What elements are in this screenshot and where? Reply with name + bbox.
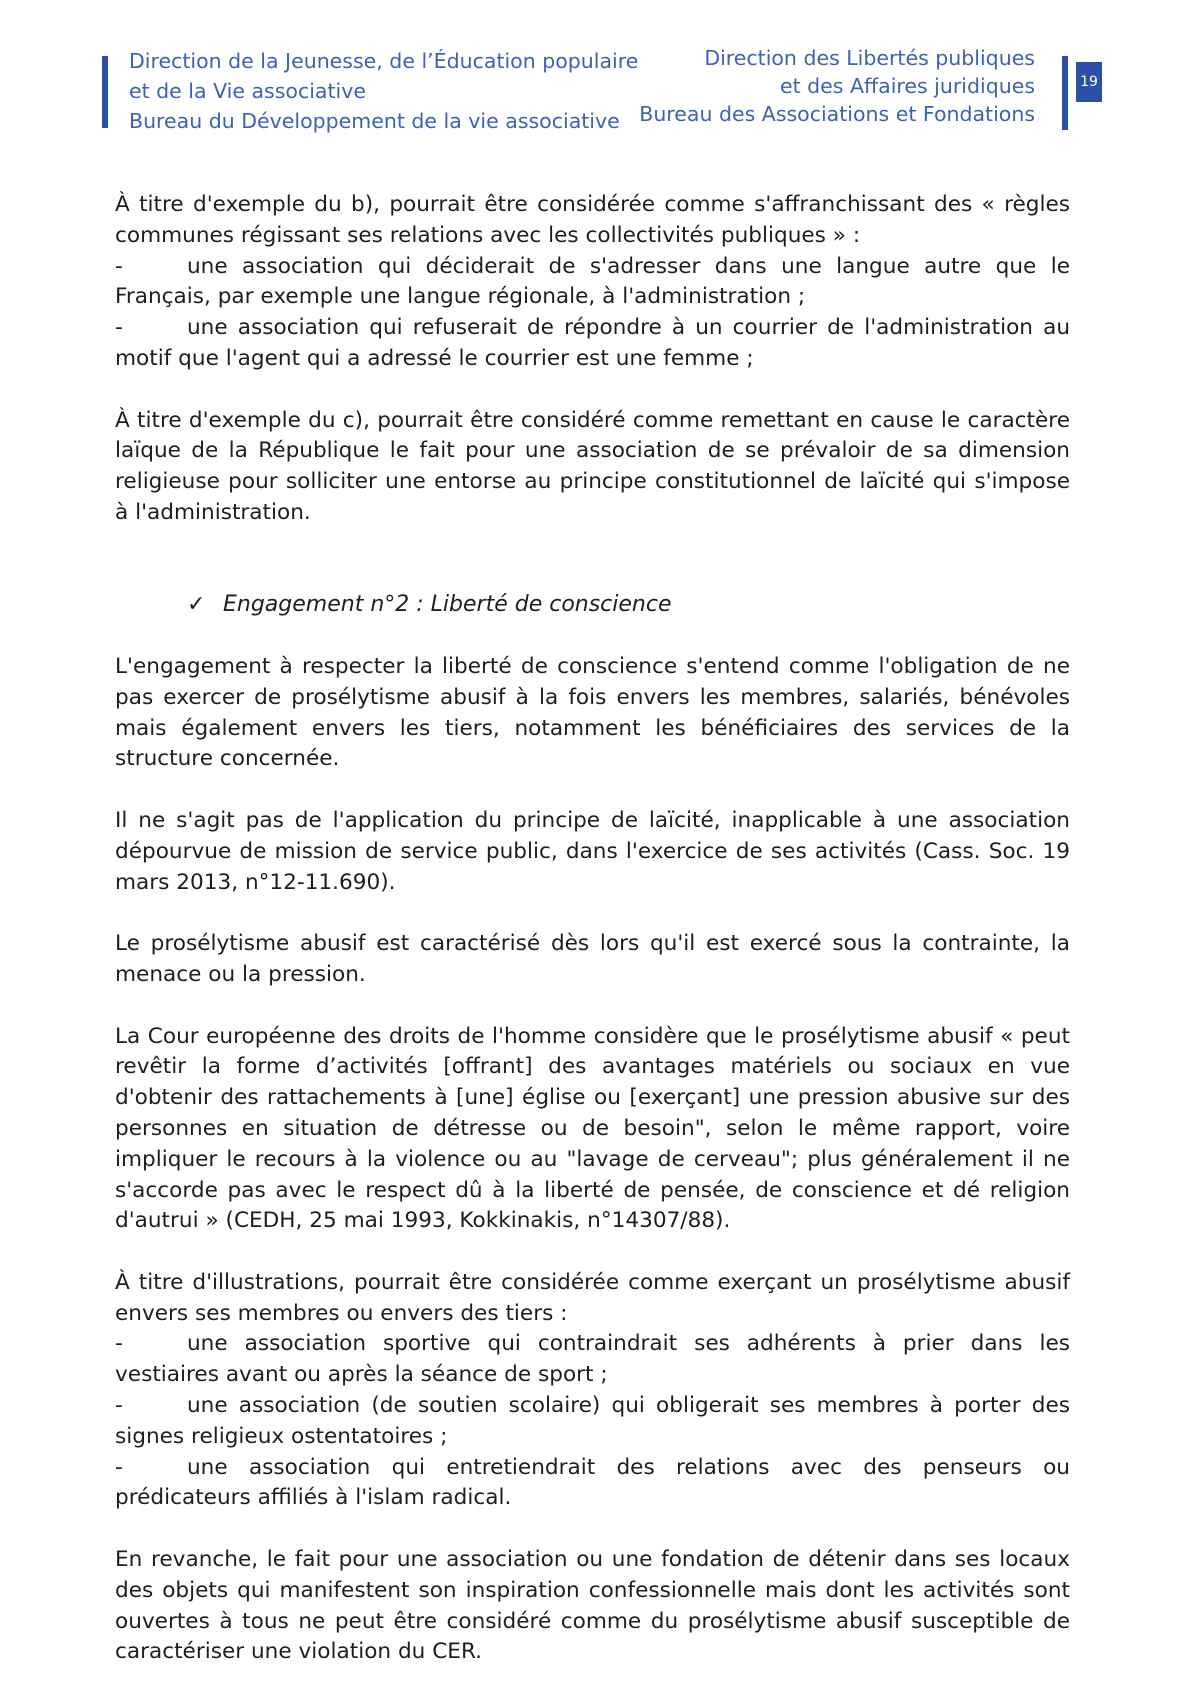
paragraph-2: À titre d'exemple du c), pourrait être considéré comme remettant en cause le caractère laïque de la République le fait pour une association de se prévaloir de sa dimension religieuse pour solliciter une entorse au principe constitutionnel de laïcité qui s'impose à l'administration. [115, 407, 1070, 525]
paragraph-8: En revanche, le fait pour une association ou une fondation de détenir dans ses locaux des objets qui manifestent son inspiration confessionnelle mais dont les activités sont ouvertes à tous ne peut être considéré comme du prosélytisme abusif susceptible de caractériser une violation du CER. [115, 1547, 1070, 1665]
dash-marker: - [115, 253, 123, 279]
paragraph-5: Le prosélytisme abusif est caractérisé dès lors qu'il est exercé sous la contrainte, la menace ou la pression. [115, 931, 1070, 987]
header-left-bar [102, 56, 108, 128]
header-left-line-3: Bureau du Développement de la vie associative [129, 109, 620, 133]
paragraph-4: Il ne s'agit pas de l'application du principe de laïcité, inapplicable à une association dépourvue de mission de service public, dans l'exercice de ses activités (Cass. Soc. 19 mars 2013, n°12-11.690). [115, 807, 1070, 895]
paragraph-7: À titre d'illustrations, pourrait être considérée comme exerçant un prosélytisme abusif envers ses membres ou envers des tiers : [115, 1269, 1070, 1326]
header-right-line-3: Bureau des Associations et Fondations [639, 102, 1035, 126]
dash-marker: - [115, 1331, 123, 1357]
list-item [115, 1453, 1070, 1515]
header-right-line-1: Direction des Libertés publiques [704, 46, 1035, 70]
dash-marker: - [115, 1454, 123, 1480]
list-item-text: une association qui entretiendrait des relations avec des penseurs ou prédicateurs affiliés à l'islam radical. [115, 1454, 1070, 1511]
paragraph-1: À titre d'exemple du b), pourrait être considérée comme s'affranchissant des « règles communes régissant ses relations avec les collectivités publiques » : [115, 192, 1070, 248]
document-body [115, 190, 1070, 1699]
header-left-line-1: Direction de la Jeunesse, de l’Éducation populaire [129, 49, 639, 73]
header-right-bar [1062, 56, 1068, 130]
list-item-text: une association sportive qui contraindrait ses adhérents à prier dans les vestiaires avant ou après la séance de sport ; [115, 1331, 1070, 1388]
list-item [115, 1329, 1070, 1391]
list-item-text: une association qui déciderait de s'adresser dans une langue autre que le Français, par exemple une langue régionale, à l'administration ; [115, 253, 1070, 310]
list-item-text: une association qui refuserait de répondre à un courrier de l'administration au motif que l'agent qui a adressé le courrier est une femme ; [115, 315, 1070, 371]
page-number: 19 [1076, 62, 1102, 102]
section-heading [115, 590, 1070, 621]
header-right-line-2: et des Affaires juridiques [780, 74, 1035, 98]
spacer [115, 560, 1070, 591]
list-item [115, 252, 1070, 314]
list-item [115, 313, 1070, 375]
header-left-line-2: et de la Vie associative [129, 79, 366, 103]
checkmark-icon: ✓ [187, 592, 206, 618]
list-item [115, 1391, 1070, 1453]
paragraph-3: L'engagement à respecter la liberté de conscience s'entend comme l'obligation de ne pas exercer de prosélytisme abusif à la fois envers les membres, salariés, bénévoles mais également envers les tiers, notamment les bénéficiaires des services de la structure concernée. [115, 653, 1070, 772]
header-right [555, 44, 1035, 128]
dash-marker: - [115, 1393, 123, 1419]
section-heading-text: Engagement n°2 : Liberté de conscience [223, 592, 672, 618]
paragraph-6: La Cour européenne des droits de l'homme considère que le prosélytisme abusif « peut revêtir la forme d’activités [offrant] des avantages matériels ou sociaux en vue d'obtenir des rattachements à [une] église ou [exerçant] une pression abusive sur des personnes en situation de détresse ou de besoin", selon le même rapport, voire impliquer le recours à la violence ou au "lavage de cerveau"; plus généralement il ne s'accorde pas avec le respect dû à la liberté de pensée, de conscience et dé religion d'autrui » (CEDH, 25 mai 1993, Kokkinakis, n°14307/88). [115, 1023, 1070, 1234]
list-item-text: une association (de soutien scolaire) qui obligerait ses membres à porter des signes religieux ostentatoires ; [115, 1393, 1070, 1449]
dash-marker: - [115, 315, 123, 341]
